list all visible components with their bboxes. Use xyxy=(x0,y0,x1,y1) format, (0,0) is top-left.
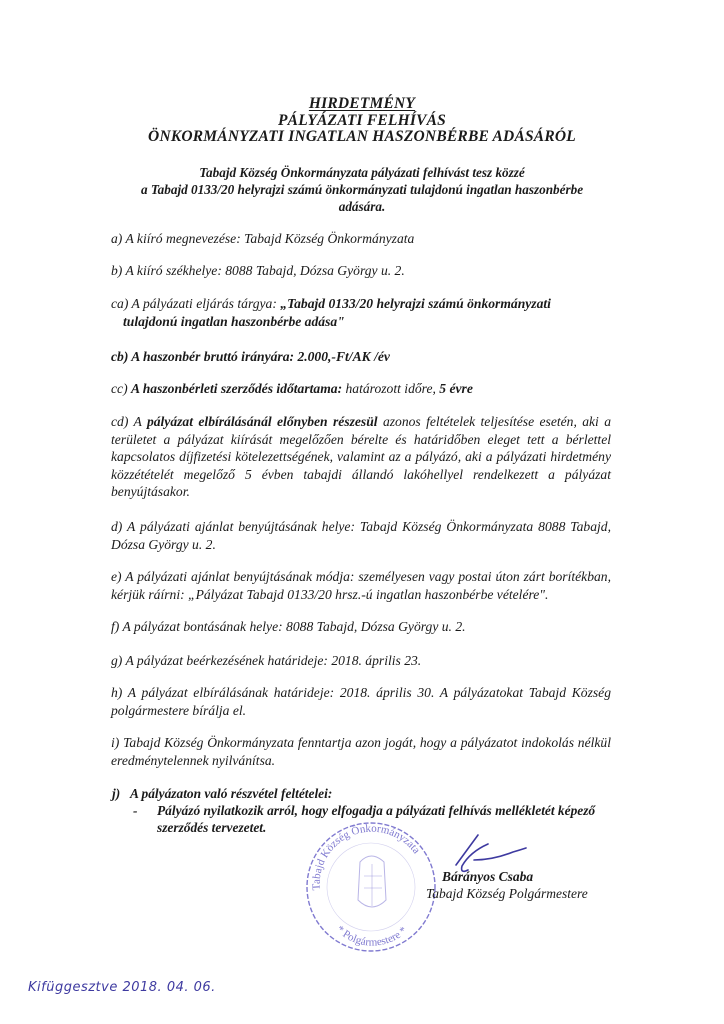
section-cd-label: pályázat elbírálásánál előnyben részesül xyxy=(146,414,378,429)
section-ca xyxy=(111,295,611,330)
signatory-title: Tabajd Község Polgármestere xyxy=(426,886,588,901)
section-ca-prefix: ca) A pályázati eljárás tárgya: xyxy=(111,296,281,311)
section-f: f) A pályázat bontásának helye: 8088 Tabajd, Dózsa György u. 2. xyxy=(111,619,466,634)
svg-text:Tabajd Község Önkormányzata: Tabajd Község Önkormányzata xyxy=(310,822,423,891)
section-cd-text: azonos feltételek teljesítése esetén, aki a területet a pályázat kiírását megelőzően bérelte és határidőben eleget tett a bérlettel kapcsolatos díjfizetési kötelezettségének, valamint az a pályázó, aki a pályázati hirdetmény közzétételét megelőző 5 évben tabajdi állandó lakóhellyel rendelkezett a pályázat benyújtásakor. xyxy=(111,414,612,499)
document-title: HIRDETMÉNY xyxy=(308,95,416,112)
intro-line-1: Tabajd Község Önkormányzata pályázati felhívást tesz közzé xyxy=(199,165,525,180)
section-cc-duration: 5 évre xyxy=(439,381,473,396)
section-cc-label: A haszonbérleti szerződés időtartama: xyxy=(131,381,343,396)
section-j-item: Pályázó nyilatkozik arról, hogy elfogadja a pályázati felhívás mellékletét képező xyxy=(157,803,596,818)
section-cc-text: határozott időre, xyxy=(342,381,440,396)
official-stamp-icon xyxy=(302,818,440,956)
section-cc-prefix: cc) xyxy=(111,381,131,396)
section-cd-prefix: cd) A xyxy=(111,414,147,429)
handwritten-posting-note: Kifüggesztve 2018. 04. 06. xyxy=(28,980,216,995)
section-cc xyxy=(111,380,611,398)
section-g: g) A pályázat beérkezésének határideje: 2018. április 23. xyxy=(111,653,422,668)
section-j-item-cont: szerződés tervezetet. xyxy=(157,820,267,835)
section-ca-subject: „Tabajd 0133/20 helyrajzi számú önkormányzati xyxy=(280,296,551,311)
section-j-label: j) xyxy=(112,786,121,801)
intro-line-2: a Tabajd 0133/20 helyrajzi számú önkormányzati tulajdonú ingatlan haszonbérbe xyxy=(140,182,584,197)
section-cb xyxy=(111,348,611,366)
section-j-bullet: - xyxy=(133,803,138,818)
document-subject: ÖNKORMÁNYZATI INGATLAN HASZONBÉRBE ADÁSÁRÓL xyxy=(148,128,576,145)
section-h: h) A pályázat elbírálásának határideje: 2018. április 30. A pályázatokat Tabajd Község polgármestere bírálja el. xyxy=(111,685,611,718)
section-j-heading: A pályázaton való részvétel feltételei: xyxy=(130,786,333,801)
section-d: d) A pályázati ajánlat benyújtásának helye: Tabajd Község Önkormányzata 8088 Tabajd, Dózsa György u. 2. xyxy=(111,519,611,552)
section-ca-subject-cont: tulajdonú ingatlan haszonbérbe adása" xyxy=(123,313,345,329)
section-i: i) Tabajd Község Önkormányzata fenntartja azon jogát, hogy a pályázatot indokolás nélkül eredménytelennek nyilvánítsa. xyxy=(111,735,611,768)
svg-text:* Polgármestere *: * Polgármestere * xyxy=(333,923,410,949)
section-cd xyxy=(111,413,611,501)
section-cb-price: cb) A haszonbér bruttó irányára: 2.000,-Ft/AK /év xyxy=(111,349,390,364)
document-subtitle: PÁLYÁZATI FELHÍVÁS xyxy=(278,112,446,129)
signatory-name: Bárányos Csaba xyxy=(442,869,534,884)
intro-line-3: adására. xyxy=(338,199,386,214)
section-a: a) A kiíró megnevezése: Tabajd Község Önkormányzata xyxy=(111,231,415,246)
section-b: b) A kiíró székhelye: 8088 Tabajd, Dózsa György u. 2. xyxy=(111,263,405,278)
section-e: e) A pályázati ajánlat benyújtásának módja: személyesen vagy postai úton zárt borítékban, kérjük ráírni: „Pályázat Tabajd 0133/20 hrsz.-ú ingatlan haszonbérbe vételére". xyxy=(111,569,611,602)
